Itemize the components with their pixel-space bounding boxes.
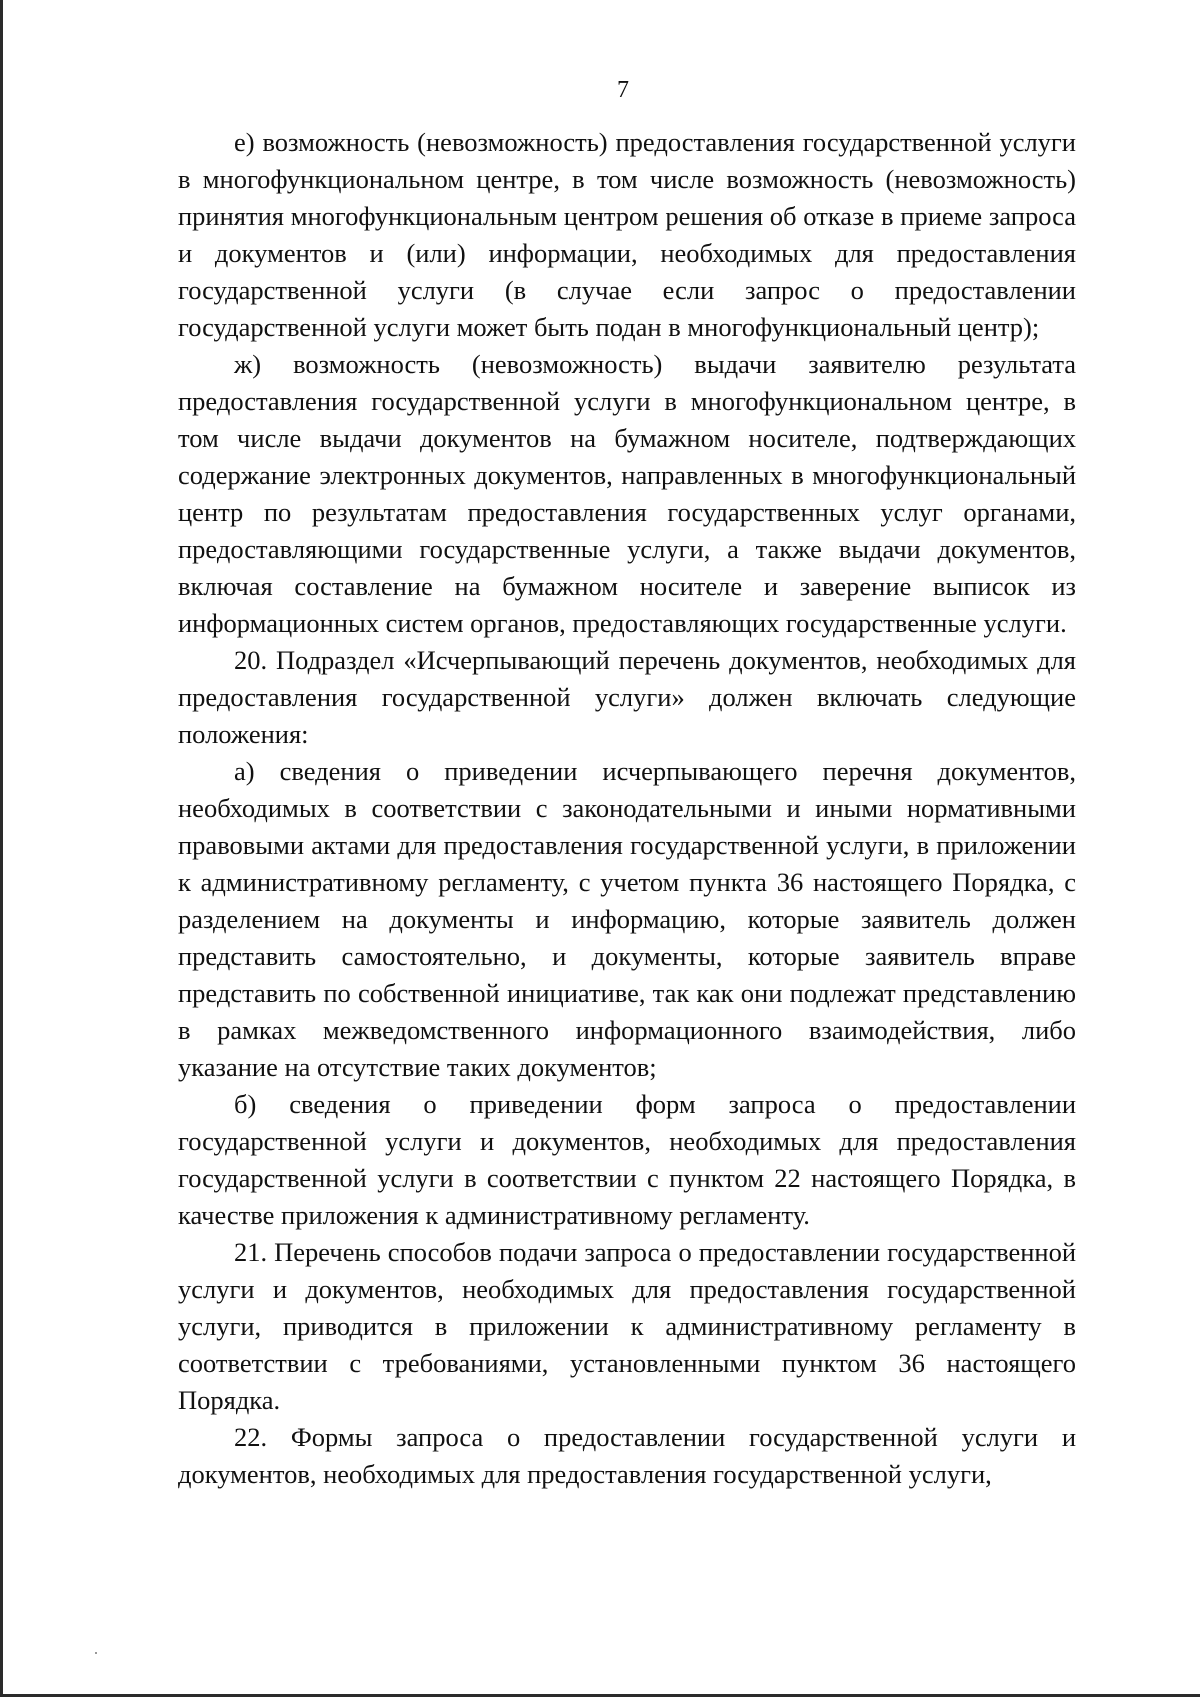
paragraph-21: 21. Перечень способов подачи запроса о предоставлении государственной услуги и документов, необходимых для предоставления государственной услуги, приводится в приложении к административному регламенту в соответствии с требованиями, установленными пунктом 36 настоящего Порядка.	[178, 1237, 1076, 1415]
paragraph-20b: б) сведения о приведении форм запроса о предоставлении государственной услуги и документов, необходимых для предоставления государственной услуги в соответствии с пунктом 22 настоящего Порядка, в качестве приложения к административному регламенту.	[178, 1089, 1076, 1230]
document-body	[178, 124, 1076, 1493]
paragraph-20a: а) сведения о приведении исчерпывающего перечня документов, необходимых в соответствии с законодательными и иными нормативными правовыми актами для предоставления государственной услуги, в приложении к административному регламенту, с учетом пункта 36 настоящего Порядка, с разделением на документы и информацию, которые заявитель должен представить самостоятельно, и документы, которые заявитель вправе представить по собственной инициативе, так как они подлежат представлению в рамках межведомственного информационного взаимодействия, либо указание на отсутствие таких документов;	[178, 756, 1076, 1082]
page-number: 7	[617, 77, 629, 103]
paragraph-e: е) возможность (невозможность) предоставления государственной услуги в многофункциональном центре, в том числе возможность (невозможность) принятия многофункциональным центром решения об отказе в приеме запроса и документов и (или) информации, необходимых для предоставления государственной услуги (в случае если запрос о предоставлении государственной услуги может быть подан в многофункциональный центр);	[178, 127, 1076, 342]
scan-border-left	[0, 0, 3, 1697]
scan-speck	[95, 1652, 97, 1654]
paragraph-22: 22. Формы запроса о предоставлении государственной услуги и документов, необходимых для предоставления государственной услуги,	[178, 1422, 1076, 1489]
paragraph-zh: ж) возможность (невозможность) выдачи заявителю результата предоставления государственной услуги в многофункциональном центре, в том числе выдачи документов на бумажном носителе, подтверждающих содержание электронных документов, направленных в многофункциональный центр по результатам предоставления государственных услуг органами, предоставляющими государственные услуги, а также выдачи документов, включая составление на бумажном носителе и заверение выписок из информационных систем органов, предоставляющих государственные услуги.	[178, 349, 1076, 638]
paragraph-20: 20. Подраздел «Исчерпывающий перечень документов, необходимых для предоставления государственной услуги» должен включать следующие положения:	[178, 645, 1076, 749]
